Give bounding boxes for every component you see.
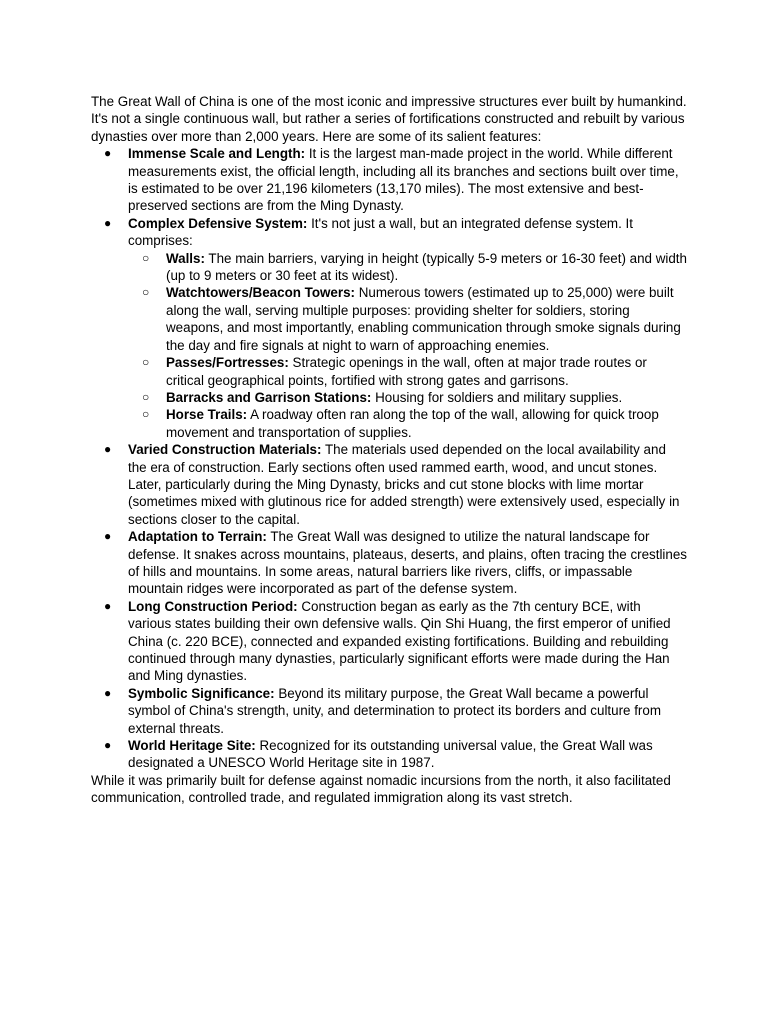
- subitem-walls: [128, 250, 687, 285]
- subitem-term: Horse Trails:: [166, 407, 248, 423]
- feature-term: Symbolic Significance:: [128, 685, 275, 701]
- feature-text: It is the largest man-made project in the world. While different measurements exist, the official length, including all its branches and sections built over time, is estimated to be over 21,196 kilometers (13,170 miles). The most extensive and best-preserved sections are from the Ming Dynasty.: [128, 146, 679, 214]
- bullet-icon: ●: [104, 598, 112, 613]
- feature-item-defensive-system: [91, 215, 687, 441]
- features-list: [91, 145, 687, 772]
- subitem-watchtowers: [128, 284, 687, 354]
- feature-term: World Heritage Site:: [128, 738, 256, 754]
- feature-term: Long Construction Period:: [128, 598, 298, 614]
- hollow-bullet-icon: ○: [142, 285, 150, 300]
- subitem-term: Barracks and Garrison Stations:: [166, 389, 372, 405]
- subitem-text: Strategic openings in the wall, often at major trade routes or critical geographical points, fortified with strong gates and garrisons.: [166, 355, 647, 388]
- feature-item-symbolic: [91, 685, 687, 737]
- bullet-icon: ●: [104, 529, 112, 544]
- feature-term: Complex Defensive System:: [128, 215, 308, 231]
- feature-text: Beyond its military purpose, the Great Wall became a powerful symbol of China's strength, unity, and determination to protect its borders and culture from external threats.: [128, 685, 661, 736]
- document-page: [91, 93, 687, 807]
- subitem-term: Passes/Fortresses:: [166, 355, 289, 371]
- bullet-icon: ●: [104, 146, 112, 161]
- subitem-text: Housing for soldiers and military supplies.: [371, 389, 623, 405]
- hollow-bullet-icon: ○: [142, 407, 150, 422]
- subitem-term: Watchtowers/Beacon Towers:: [166, 285, 355, 301]
- feature-text: The Great Wall was designed to utilize the natural landscape for defense. It snakes across mountains, plateaus, deserts, and plains, often tracing the crestlines of hills and mountains. In some areas, natural barriers like rivers, cliffs, or impassable mountain ridges were incorporated as part of the defense system.: [128, 529, 688, 597]
- hollow-bullet-icon: ○: [142, 389, 150, 404]
- intro-paragraph: The Great Wall of China is one of the most iconic and impressive structures ever built by humankind. It's not a single continuous wall, but rather a series of fortifications constructed and rebuilt by various dynasties over more than 2,000 years. Here are some of its salient features:: [91, 94, 687, 144]
- subitem-text: A roadway often ran along the top of the wall, allowing for quick troop movement and transportation of supplies.: [166, 407, 659, 440]
- subitem-text: Numerous towers (estimated up to 25,000) were built along the wall, serving multiple purposes: providing shelter for soldiers, storing weapons, and most importantly, enabling communication through smoke signals during the day and fire signals at night to warn of approaching enemies.: [166, 285, 681, 353]
- feature-item-terrain: [91, 528, 687, 598]
- defensive-components-list: [128, 250, 687, 441]
- feature-text: Construction began as early as the 7th century BCE, with various states building their own defensive walls. Qin Shi Huang, the first emperor of unified China (c. 220 BCE), connected and expanded existing fortifications. Building and rebuilding continued through many dynasties, particularly significant efforts were made during the Han and Ming dynasties.: [128, 598, 671, 684]
- bullet-icon: ●: [104, 738, 112, 753]
- feature-item-materials: [91, 441, 687, 528]
- bullet-icon: ●: [104, 215, 112, 230]
- feature-text: The materials used depended on the local availability and the era of construction. Early sections often used rammed earth, wood, and uncut stones. Later, particularly during the Ming Dynasty, bricks and cut stone blocks with lime mortar (sometimes mixed with glutinous rice for added strength) were extensively used, especially in sections closer to the capital.: [128, 442, 680, 527]
- subitem-text: The main barriers, varying in height (typically 5-9 meters or 16-30 feet) and width (up to 9 meters or 30 feet at its widest).: [166, 250, 687, 284]
- bullet-icon: ●: [104, 685, 112, 700]
- bullet-icon: ●: [104, 442, 112, 457]
- hollow-bullet-icon: ○: [142, 250, 150, 265]
- feature-item-heritage: [91, 737, 687, 772]
- subitem-term: Walls:: [166, 250, 205, 266]
- closing-paragraph: While it was primarily built for defense against nomadic incursions from the north, it also facilitated communication, controlled trade, and regulated immigration along its vast stretch.: [91, 772, 671, 806]
- feature-term: Immense Scale and Length:: [128, 146, 306, 162]
- subitem-horse-trails: [128, 406, 687, 441]
- feature-item-construction-period: [91, 598, 687, 685]
- feature-text: It's not just a wall, but an integrated defense system. It comprises:: [128, 215, 633, 249]
- feature-term: Adaptation to Terrain:: [128, 529, 267, 545]
- feature-term: Varied Construction Materials:: [128, 442, 322, 458]
- feature-text: Recognized for its outstanding universal value, the Great Wall was designated a UNESCO World Heritage site in 1987.: [128, 738, 653, 771]
- hollow-bullet-icon: ○: [142, 355, 150, 370]
- subitem-passes: [128, 354, 687, 389]
- subitem-barracks: [128, 389, 687, 406]
- feature-item-scale: [91, 145, 687, 215]
